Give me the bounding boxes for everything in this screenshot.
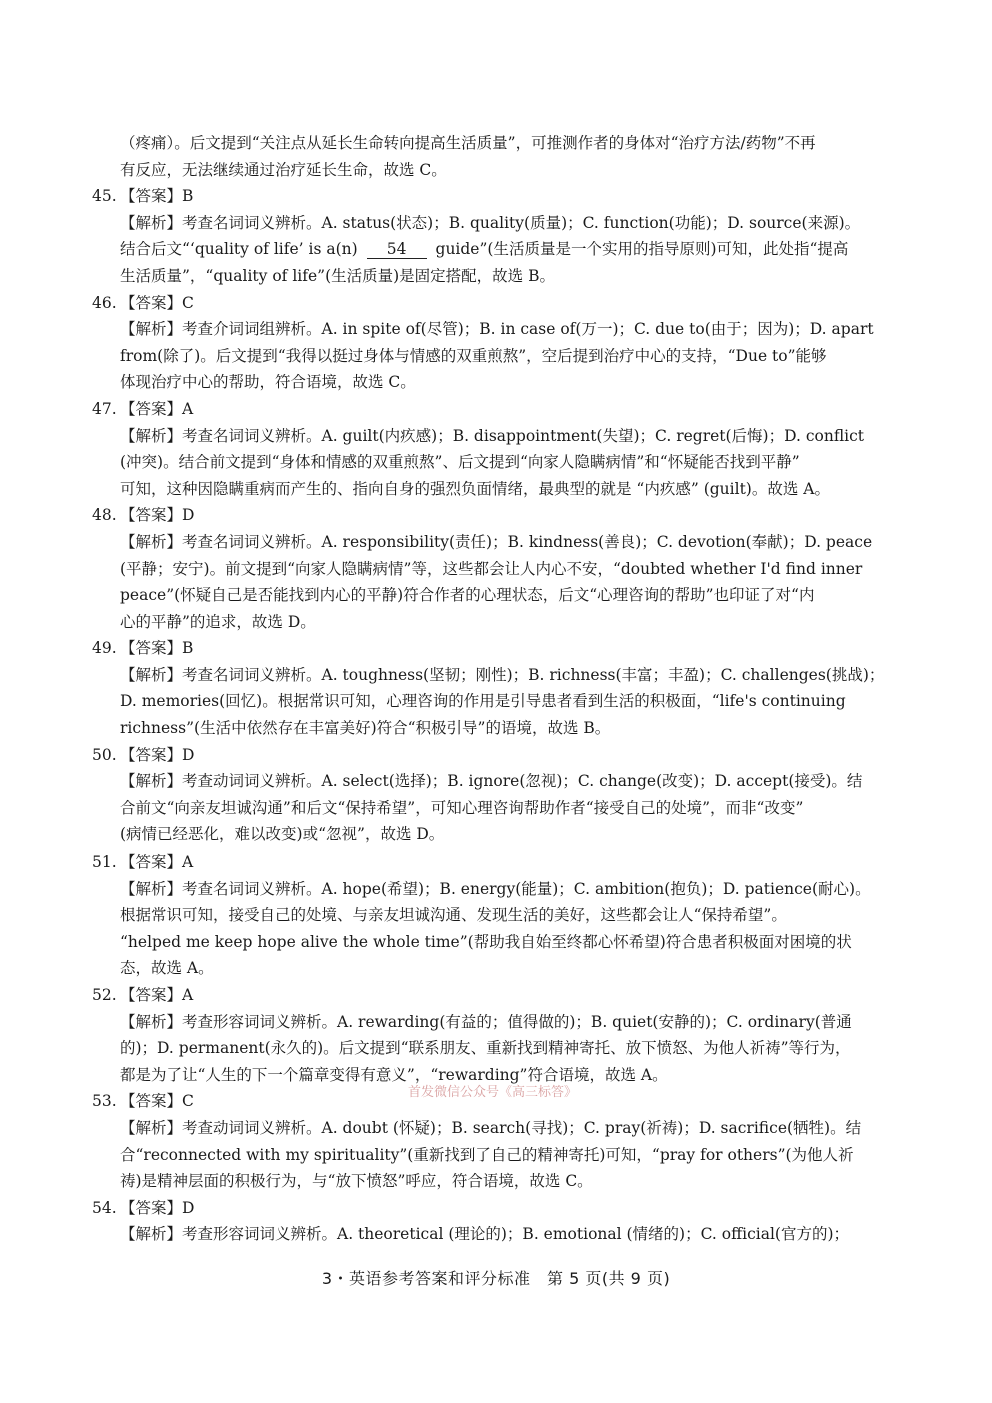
question-number: 46.: [92, 293, 117, 312]
question-number: 52.: [92, 986, 117, 1004]
answer-item: [92, 290, 898, 317]
explanation-line: 可知，这种因隐瞒重病而产生的、指向自身的强烈负面情绪，最典型的就是 “内疚感” (guilt)。故选 A。: [120, 479, 830, 498]
explanation-line: 心的平静”的追求，故选 D。: [120, 612, 316, 631]
explanation-line: 合“reconnected with my spirituality”(重新找到了自己的精神寄托)可知，“pray for others”(为他人祈: [120, 1145, 854, 1164]
question-number: 45.: [92, 187, 117, 206]
answer-item: [92, 1195, 898, 1222]
intro-line-2: 有反应，无法继续通过治疗延长生命，故选 C。: [120, 160, 447, 179]
answer-item: [92, 502, 898, 529]
explanation-line: 根据常识可知，接受自己的处境、与亲友坦诚沟通、发现生活的美好，这些都会让人“保持希望”。: [120, 906, 787, 925]
explanation-line: 【解析】考查名词词义辨析。A. responsibility(责任)；B. kindness(善良)；C. devotion(奉献)；D. peace: [120, 532, 873, 551]
explanation-line: 【解析】考查动词词义辨析。A. doubt (怀疑)；B. search(寻找)；C. pray(祈祷)；D. sacrifice(牺牲)。结: [120, 1118, 862, 1137]
watermark-text: 首发微信公众号《高三标答》: [408, 1085, 578, 1100]
answer-item: [92, 396, 898, 423]
explanation-line: 【解析】考查名词词义辨析。A. guilt(内疚感)；B. disappointment(失望)；C. regret(后悔)；D. conflict: [120, 426, 865, 445]
answer-key: 【答案】D: [120, 745, 195, 764]
explanation-line: 【解析】考查介词词组辨析。A. in spite of(尽管)；B. in case of(万一)；C. due to(由于；因为)；D. apart: [120, 320, 874, 339]
explanation-line: “helped me keep hope alive the whole time”(帮助我自始至终都心怀希望)符合患者积极面对困境的状: [120, 932, 852, 951]
explanation-line: 【解析】考查形容词词义辨析。A. rewarding(有益的；值得做的)；B. quiet(安静的)；C. ordinary(普通: [120, 1012, 852, 1031]
explanation-line: 【解析】考查名词词义辨析。A. status(状态)；B. quality(质量)；C. function(功能)；D. source(来源)。: [120, 213, 861, 232]
explanation-line: 祷)是精神层面的积极行为，与“放下愤怒”呼应，符合语境，故选 C。: [120, 1172, 593, 1191]
explanation-line: 生活质量”，“quality of life”(生活质量)是固定搭配，故选 B。: [120, 266, 555, 285]
question-number: 54.: [92, 1198, 117, 1217]
explanation-line: 体现治疗中心的帮助，符合语境，故选 C。: [120, 373, 416, 392]
explanation-line: richness”(生活中依然存在丰富美好)符合“积极引导”的语境，故选 B。: [120, 719, 611, 738]
explanation-line: (平静；安宁)。前文提到“向家人隐瞒病情”等，这些都会让人内心不安，“doubted whether I'd find inner: [120, 559, 863, 578]
explanation-line: 【解析】考查形容词词义辨析。A. theoretical (理论的)；B. emotional (情绪的)；C. official(官方的)；: [120, 1225, 849, 1244]
page-footer: 3・英语参考答案和评分标准 第 5 页(共 9 页): [321, 1269, 671, 1288]
answer-key: 【答案】B: [120, 639, 194, 658]
explanation-line: (冲突)。结合前文提到“身体和情感的双重煎熬”、后文提到“向家人隐瞒病情”和“怀疑能否找到平静”: [120, 453, 800, 472]
answer-key: 【答案】D: [120, 506, 195, 525]
answer-item: [92, 849, 898, 876]
answer-key: 【答案】C: [120, 293, 194, 312]
answer-key: 【答案】A: [120, 986, 194, 1004]
question-number: 51.: [92, 853, 117, 872]
answer-item: [92, 635, 898, 662]
answer-key: 【答案】C: [120, 1092, 194, 1111]
explanation-line: 【解析】考查动词词义辨析。A. select(选择)；B. ignore(忽视)；C. change(改变)；D. accept(接受)。结: [120, 772, 863, 791]
explanation-line: (病情已经恶化，难以改变)或“忽视”，故选 D。: [120, 825, 445, 844]
explanation-line: 的)；D. permanent(永久的)。后文提到“联系朋友、重新找到精神寄托、放下愤怒、为他人祈祷”等行为，: [120, 1039, 851, 1058]
answer-key: 【答案】A: [120, 853, 194, 872]
question-number: 53.: [92, 1092, 117, 1111]
intro-line-1: （疼痛）。后文提到“关注点从延长生命转向提高生活质量”，可推测作者的身体对“治疗方法/药物”不再: [120, 134, 816, 152]
explanation-line: 【解析】考查名词词义辨析。A. toughness(坚韧；刚性)；B. richness(丰富；丰盈)；C. challenges(挑战)；: [120, 665, 885, 684]
answer-key: 【答案】B: [120, 187, 194, 206]
explanation-line: 都是为了让“人生的下一个篇章变得有意义”，“rewarding”符合语境，故选 A。: [120, 1065, 668, 1084]
explanation-line: 结合后文“‘quality of life’ is a(n) 54 guide”(生活质量是一个实用的指导原则)可知，此处指“提高: [120, 240, 849, 259]
explanation-line: 合前文“向亲友坦诚沟通”和后文“保持希望”，可知心理咨询帮助作者“接受自己的处境”，而非“改变”: [120, 798, 804, 817]
explanation-line: peace”(怀疑自己是否能找到内心的平静)符合作者的心理状态，后文“心理咨询的帮助”也印证了对“内: [120, 586, 815, 605]
answer-item: [92, 183, 898, 210]
question-number: 50.: [92, 745, 117, 764]
answer-key: 【答案】D: [120, 1198, 195, 1217]
question-number: 48.: [92, 506, 117, 525]
fill-blank: 54: [367, 240, 427, 259]
explanation-line: from(除了)。后文提到“我得以挺过身体与情感的双重煎熬”，空后提到治疗中心的支持，“Due to”能够: [120, 346, 827, 365]
answer-item: [92, 982, 898, 1009]
explanation-line: D. memories(回忆)。根据常识可知，心理咨询的作用是引导患者看到生活的积极面，“life's continuing: [120, 692, 846, 711]
explanation-line: 【解析】考查名词词义辨析。A. hope(希望)；B. energy(能量)；C. ambition(抱负)；D. patience(耐心)。: [120, 879, 871, 898]
question-number: 47.: [92, 399, 117, 418]
explanation-line: 态，故选 A。: [120, 959, 214, 978]
question-number: 49.: [92, 639, 117, 658]
answer-item: [92, 742, 898, 769]
answer-key: 【答案】A: [120, 399, 194, 418]
